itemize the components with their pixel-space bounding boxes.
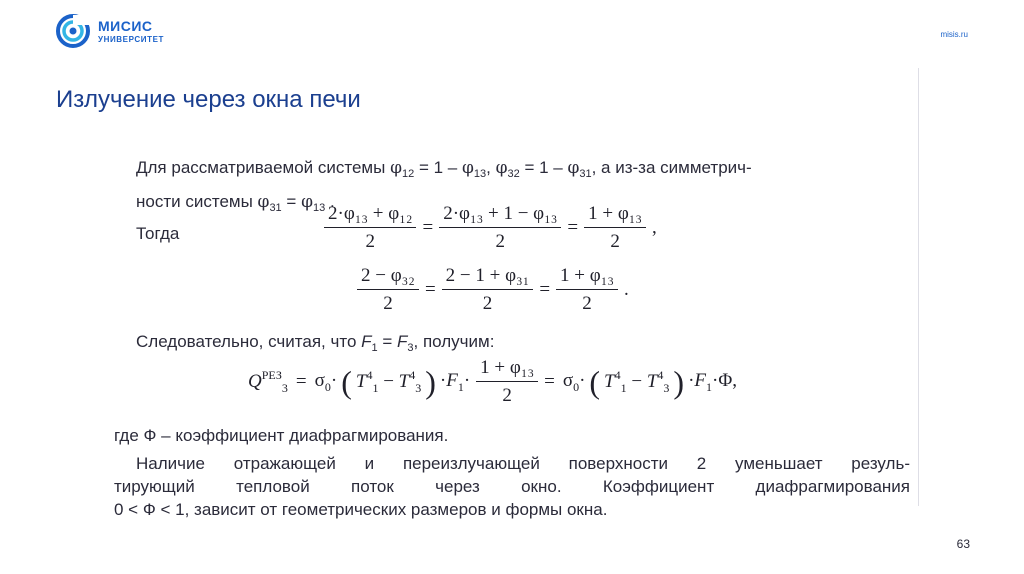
- subscript: 3: [407, 342, 414, 354]
- logo-subtitle: УНИВЕРСИТЕТ: [98, 35, 164, 44]
- variable-T: T: [646, 371, 658, 392]
- numerator: 1 + φ₁₃: [584, 203, 646, 228]
- paragraph-line: Наличие отражающей и переизлучающей поверхности 2 уменьшает резуль-: [136, 454, 910, 473]
- phi-coefficient: Φ: [718, 369, 733, 391]
- text-run: Для рассматриваемой системы: [136, 158, 391, 177]
- denominator: 2: [383, 293, 393, 314]
- fraction: [357, 265, 419, 315]
- paren-open: (: [341, 364, 352, 400]
- subscript: 31: [269, 202, 282, 214]
- misis-logo-icon: [56, 14, 90, 48]
- denominator: 2: [582, 293, 592, 314]
- text-run: Следовательно, считая, что: [136, 332, 362, 351]
- text-run: ,: [486, 158, 496, 177]
- paragraph-line: 0 < Ф < 1, зависит от геометрических размеров и формы окна.: [114, 500, 608, 519]
- subscript: 31: [579, 168, 592, 180]
- numerator: 1 + φ₁₃: [556, 265, 618, 290]
- subscript: 0: [324, 379, 331, 394]
- numerator: 1 + φ₁₃: [476, 357, 538, 382]
- phi-symbol: φ: [567, 158, 580, 178]
- superscript: 4: [366, 368, 373, 382]
- equals-sign: =: [424, 279, 436, 300]
- sigma-symbol: σ: [314, 369, 325, 391]
- paragraph-line: [136, 154, 916, 188]
- phi-symbol: φ: [461, 158, 474, 178]
- temperature-term: $T^4_1 - T^4_3$: [355, 368, 422, 395]
- sigma-symbol: σ: [562, 369, 574, 391]
- equation-1: [322, 203, 661, 253]
- text-run: =: [377, 332, 398, 351]
- fraction: [476, 357, 538, 407]
- text-run: , получим:: [413, 332, 495, 351]
- paren-close: ): [425, 364, 436, 400]
- variable-T: T: [355, 371, 367, 392]
- subscript: 3: [415, 381, 422, 395]
- text-run: = 1 –: [414, 158, 462, 177]
- text-run: , а из-за симметрич-: [591, 158, 752, 177]
- subscript: 1: [371, 342, 378, 354]
- numerator: 2·φ₁₃ + 1 − φ₁₃: [439, 203, 561, 228]
- paren-open: (: [589, 364, 601, 400]
- equals-sign: =: [539, 279, 551, 300]
- variable-Q: Q: [248, 371, 262, 392]
- slide-title: Излучение через окна печи: [56, 86, 361, 113]
- subscript: 13: [473, 168, 487, 180]
- numerator: 2 − φ₃₂: [357, 265, 419, 290]
- subscript: 0: [573, 379, 580, 394]
- subscript: 32: [507, 168, 520, 180]
- then-label: Тогда: [136, 224, 180, 243]
- equation-3: [244, 357, 741, 407]
- subscript: 1: [457, 379, 464, 394]
- equals-sign: =: [295, 371, 307, 392]
- content-divider: [918, 68, 919, 506]
- fraction: [442, 265, 534, 315]
- variable-F: F: [694, 369, 707, 391]
- subscript: 12: [401, 168, 415, 180]
- text-run: =: [281, 192, 302, 211]
- variable-T: T: [604, 371, 615, 392]
- superscript: 4: [409, 368, 416, 382]
- equals-sign: =: [544, 371, 555, 392]
- area-term: $\cdot F_1\cdot\Phi$,: [688, 369, 737, 394]
- denominator: 2: [365, 231, 375, 252]
- phi-symbol: φ: [390, 158, 402, 178]
- punctuation: .: [623, 279, 629, 300]
- paragraph-consequently: [136, 332, 494, 354]
- paragraph-reflecting-surface: [114, 452, 910, 521]
- subscript: 3: [281, 381, 288, 395]
- fraction: [584, 203, 646, 253]
- equals-sign: =: [567, 217, 579, 238]
- subscript: 1: [372, 381, 379, 395]
- denominator: 2: [610, 231, 620, 252]
- temperature-term: $T^4_1 - T^4_3$: [604, 368, 670, 395]
- variable-F: F: [361, 332, 372, 351]
- numerator: 2·φ₁₃ + φ₁₂: [324, 203, 416, 228]
- variable-F: F: [446, 369, 458, 391]
- sigma-term: $\sigma_0\cdot$: [314, 369, 338, 394]
- superscript: 4: [657, 368, 664, 382]
- phi-symbol: φ: [301, 192, 313, 212]
- logo-name: МИСИС: [98, 18, 153, 34]
- text-run: .: [325, 192, 335, 211]
- equation-2: [355, 265, 633, 315]
- paren-close: ): [673, 364, 685, 400]
- fraction: [324, 203, 416, 253]
- text-run: = 1 –: [519, 158, 568, 177]
- subscript: 3: [663, 381, 670, 395]
- numerator: 2 − 1 + φ₃₁: [442, 265, 534, 290]
- superscript: РЕЗ: [261, 368, 282, 382]
- page-number: 63: [956, 537, 970, 551]
- punctuation: ,: [652, 217, 657, 238]
- denominator: 2: [502, 385, 512, 406]
- variable-T: T: [398, 371, 410, 392]
- phi-symbol: φ: [495, 158, 508, 178]
- area-term: $\cdot F_1\cdot$: [439, 369, 471, 394]
- subscript: 1: [706, 379, 713, 394]
- fraction: [439, 203, 561, 253]
- denominator: 2: [482, 293, 493, 314]
- subscript: 1: [620, 381, 627, 395]
- text-run: ности системы: [136, 192, 258, 211]
- denominator: 2: [495, 231, 506, 252]
- paragraph-line: тирующий тепловой поток через окно. Коэффициент диафрагмирования: [114, 477, 910, 496]
- superscript: 4: [614, 368, 621, 382]
- phi-symbol: φ: [257, 192, 270, 212]
- equals-sign: =: [422, 217, 434, 238]
- subscript: 13: [312, 202, 326, 214]
- heat-flux-term: [248, 368, 288, 396]
- university-logo[interactable]: [56, 14, 216, 54]
- paragraph-phi-definition: где Ф – коэффициент диафрагмирования.: [114, 426, 449, 445]
- fraction: [556, 265, 618, 315]
- site-url-link[interactable]: misis.ru: [940, 30, 968, 39]
- variable-F: F: [397, 332, 408, 351]
- sigma-term: $\sigma_0\cdot$: [562, 369, 586, 394]
- punctuation: ,: [732, 369, 737, 391]
